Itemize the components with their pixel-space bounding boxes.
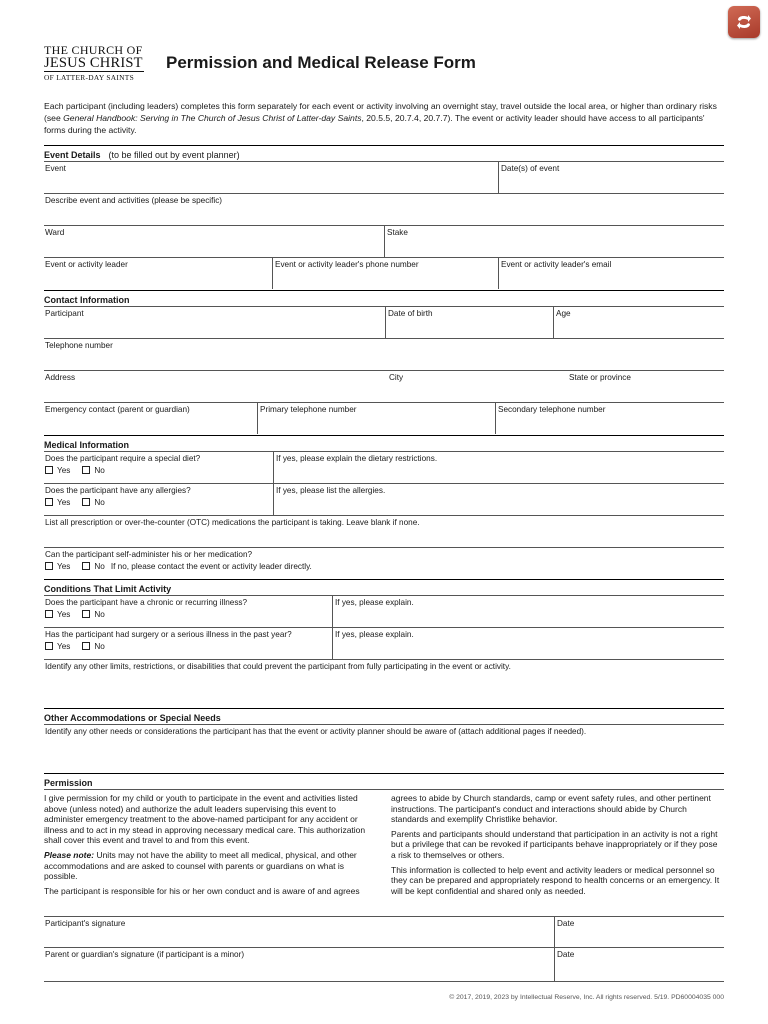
share-arrows-icon[interactable] bbox=[728, 6, 760, 38]
accommodations-section bbox=[44, 708, 724, 775]
participant-label: Participant bbox=[45, 309, 84, 318]
surgery-explain-field[interactable] bbox=[332, 628, 724, 659]
intro-text-a: Each participant (including leaders) completes this form separately for each event or activity involving an overnight stay, travel outside the local area, or higher than ordinary risks (see bbox=[44, 101, 717, 123]
no-label: No bbox=[94, 562, 105, 571]
describe-row bbox=[44, 193, 724, 225]
permission-paragraph-5: This information is collected to help event and activity leaders or medical personnel so they can be prepared and appropriately respond to health concerns or an emergency. It will be kept confidential and shared only as needed. bbox=[391, 864, 720, 896]
participant-signature-field[interactable] bbox=[44, 917, 554, 948]
participant-signature-label: Participant's signature bbox=[45, 919, 126, 928]
event-field[interactable] bbox=[44, 162, 498, 193]
city-label: City bbox=[389, 373, 404, 382]
diet-no-option[interactable] bbox=[82, 466, 104, 475]
leader-phone-label: Event or activity leader's phone number bbox=[275, 260, 419, 269]
telephone-label: Telephone number bbox=[45, 341, 113, 350]
self-admin-no-option[interactable] bbox=[82, 562, 104, 571]
permission-paragraph-2 bbox=[44, 850, 366, 882]
participant-date-label: Date bbox=[557, 919, 575, 928]
yes-label: Yes bbox=[57, 562, 71, 571]
event-details-heading bbox=[44, 146, 724, 161]
telephone-row bbox=[44, 338, 724, 370]
yes-label: Yes bbox=[57, 498, 71, 507]
self-admin-row bbox=[44, 547, 724, 579]
checkbox-icon[interactable] bbox=[45, 610, 53, 618]
checkbox-icon[interactable] bbox=[45, 642, 53, 650]
share-arrows-glyph bbox=[734, 12, 754, 32]
parent-date-label: Date bbox=[557, 950, 575, 959]
church-logo bbox=[44, 44, 148, 83]
surgery-row bbox=[44, 627, 724, 659]
surgery-question-label: Has the participant had surgery or a serious illness in the past year? bbox=[45, 630, 292, 639]
self-admin-note: If no, please contact the event or activity leader directly. bbox=[110, 562, 312, 571]
checkbox-icon[interactable] bbox=[45, 562, 53, 570]
stake-label: Stake bbox=[387, 228, 408, 237]
accommodations-heading: Other Accommodations or Special Needs bbox=[44, 713, 221, 723]
state-field[interactable] bbox=[568, 371, 724, 402]
age-field[interactable] bbox=[553, 307, 724, 338]
allergy-question-label: Does the participant have any allergies? bbox=[45, 486, 191, 495]
intro-text-b: , 20.5.5, 20.7.4, 20.7.7). The event or activity leader should have access to all participants' forms during the activity. bbox=[44, 113, 705, 135]
checkbox-icon[interactable] bbox=[45, 466, 53, 474]
allergy-row bbox=[44, 483, 724, 515]
permission-paragraph-4: Parents and participants should understand that participation in an activity is not a right but a privilege that can be revoked if participants behave inappropriately or if they pose a risk to themselves or others. bbox=[391, 828, 718, 860]
leader-row bbox=[44, 257, 724, 289]
telephone-field[interactable] bbox=[44, 339, 724, 370]
please-note-label: Please note: bbox=[44, 849, 95, 860]
parent-date-field[interactable] bbox=[554, 948, 724, 981]
no-label: No bbox=[94, 642, 105, 651]
logo-line-1: THE CHURCH OF bbox=[44, 43, 143, 57]
parent-signature-field[interactable] bbox=[44, 948, 554, 981]
describe-field[interactable] bbox=[44, 194, 724, 225]
self-admin-label: Can the participant self-administer his or her medication? bbox=[45, 550, 253, 559]
permission-paragraph-3: The participant is responsible for his or her own conduct and is aware of and agrees bbox=[44, 885, 360, 896]
handbook-title: General Handbook: Serving in The Church of Jesus Christ of Latter-day Saints bbox=[63, 113, 362, 123]
accommodations-field[interactable] bbox=[44, 725, 724, 775]
chronic-explain-label: If yes, please explain. bbox=[335, 598, 414, 607]
permission-paragraph-1: I give permission for my child or youth to participate in the event and activities listed above (unless noted) and authorize the adult leaders supervising this event to administer emergency treatment to the above-named participant for any accident or illness and to act in my stead in approving necessary medical care. This authorization shall cover this event and travel to and from this event. bbox=[44, 793, 366, 846]
chronic-explain-field[interactable] bbox=[332, 596, 724, 627]
event-label: Event bbox=[45, 164, 66, 173]
no-label: No bbox=[94, 466, 105, 475]
conditions-heading: Conditions That Limit Activity bbox=[44, 584, 172, 594]
checkbox-icon[interactable] bbox=[82, 466, 90, 474]
primary-phone-field[interactable] bbox=[257, 403, 495, 434]
permission-heading: Permission bbox=[44, 778, 93, 788]
allergy-yes-option[interactable] bbox=[45, 498, 70, 507]
other-limits-field[interactable] bbox=[44, 660, 724, 708]
checkbox-icon[interactable] bbox=[45, 498, 53, 506]
leader-phone-field[interactable] bbox=[272, 258, 498, 289]
leader-field[interactable] bbox=[44, 258, 272, 289]
diet-question bbox=[44, 452, 273, 483]
surgery-question bbox=[44, 628, 332, 659]
accommodations-row bbox=[44, 724, 724, 775]
permission-section bbox=[44, 773, 724, 790]
emergency-field[interactable] bbox=[44, 403, 257, 434]
intro-paragraph bbox=[44, 100, 724, 136]
dob-label: Date of birth bbox=[388, 309, 433, 318]
participant-signature-row bbox=[44, 916, 724, 948]
accommodations-label: Identify any other needs or considerations the participant has that the event or activity planner should be aware of (attach additional pages if needed). bbox=[45, 727, 587, 736]
surgery-no-option[interactable] bbox=[82, 642, 104, 651]
no-label: No bbox=[94, 498, 105, 507]
medical-heading: Medical Information bbox=[44, 440, 130, 450]
allergy-explain-label: If yes, please list the allergies. bbox=[276, 486, 386, 495]
checkbox-icon[interactable] bbox=[82, 562, 90, 570]
self-admin-question bbox=[44, 548, 724, 579]
parent-signature-label: Parent or guardian's signature (if participant is a minor) bbox=[45, 950, 245, 959]
emergency-row bbox=[44, 402, 724, 434]
no-label: No bbox=[94, 610, 105, 619]
yes-label: Yes bbox=[57, 610, 71, 619]
participant-field[interactable] bbox=[44, 307, 385, 338]
chronic-no-option[interactable] bbox=[82, 610, 104, 619]
other-limits-label: Identify any other limits, restrictions, or disabilities that could prevent the participant from fully participating in the event or activity. bbox=[45, 662, 511, 671]
allergy-question bbox=[44, 484, 273, 515]
participant-date-field[interactable] bbox=[554, 917, 724, 948]
ward-row bbox=[44, 225, 724, 257]
secondary-phone-label: Secondary telephone number bbox=[498, 405, 606, 414]
form-title: Permission and Medical Release Form bbox=[166, 53, 476, 72]
contact-heading: Contact Information bbox=[44, 295, 130, 305]
checkbox-icon[interactable] bbox=[82, 498, 90, 506]
emergency-label: Emergency contact (parent or guardian) bbox=[45, 405, 190, 414]
allergy-explain-field[interactable] bbox=[273, 484, 724, 515]
leader-label: Event or activity leader bbox=[45, 260, 128, 269]
medications-label: List all prescription or over-the-counter (OTC) medications the participant is taking. Leave blank if none. bbox=[45, 518, 420, 527]
medications-field[interactable] bbox=[44, 516, 724, 547]
parent-signature-row bbox=[44, 947, 724, 982]
participant-row bbox=[44, 306, 724, 338]
diet-yes-option[interactable] bbox=[45, 466, 70, 475]
permission-column-2 bbox=[391, 793, 724, 900]
leader-email-field[interactable] bbox=[498, 258, 724, 289]
address-field[interactable] bbox=[44, 371, 388, 402]
age-label: Age bbox=[556, 309, 571, 318]
surgery-yes-option[interactable] bbox=[45, 642, 70, 651]
stake-field[interactable] bbox=[384, 226, 724, 257]
copyright-footer: © 2017, 2019, 2023 by Intellectual Reserve, Inc. All rights reserved. 5/19. PD60004035 000 bbox=[449, 994, 724, 1001]
logo-line-3: OF LATTER-DAY SAINTS bbox=[44, 73, 135, 82]
event-dates-label: Date(s) of event bbox=[501, 164, 560, 173]
conduct-continued: agrees to abide by Church standards, camp or event safety rules, and other pertinent instructions. The participant's conduct and interactions should abide by Church standards and exemplify Christlike behavior. bbox=[391, 793, 711, 825]
ward-label: Ward bbox=[45, 228, 65, 237]
state-label: State or province bbox=[569, 373, 631, 382]
event-row bbox=[44, 161, 724, 193]
primary-phone-label: Primary telephone number bbox=[260, 405, 357, 414]
contact-section bbox=[44, 290, 724, 434]
secondary-phone-field[interactable] bbox=[495, 403, 724, 434]
dob-field[interactable] bbox=[385, 307, 553, 338]
describe-label: Describe event and activities (please be specific) bbox=[45, 196, 223, 205]
logo-line-2: JESUS CHRIST bbox=[44, 55, 143, 71]
surgery-explain-label: If yes, please explain. bbox=[335, 630, 414, 639]
diet-explain-label: If yes, please explain the dietary restrictions. bbox=[276, 454, 438, 463]
self-admin-yes-option[interactable] bbox=[45, 562, 70, 571]
chronic-yes-option[interactable] bbox=[45, 610, 70, 619]
chronic-row bbox=[44, 595, 724, 627]
event-details-section bbox=[44, 145, 724, 289]
address-row bbox=[44, 370, 724, 402]
please-note-text: Units may not have the ability to meet all medical, physical, and other accommodations and are asked to counsel with parents or guardians on what is possible. bbox=[44, 849, 357, 882]
diet-question-label: Does the participant require a special diet? bbox=[45, 454, 201, 463]
leader-email-label: Event or activity leader's email bbox=[501, 260, 612, 269]
diet-row bbox=[44, 451, 724, 483]
city-field[interactable] bbox=[388, 371, 568, 402]
diet-explain-field[interactable] bbox=[273, 452, 724, 483]
event-dates-field[interactable] bbox=[498, 162, 724, 193]
medications-row bbox=[44, 515, 724, 547]
yes-label: Yes bbox=[57, 642, 71, 651]
checkbox-icon[interactable] bbox=[82, 642, 90, 650]
ward-field[interactable] bbox=[44, 226, 384, 257]
conditions-section bbox=[44, 579, 724, 708]
chronic-question bbox=[44, 596, 332, 627]
yes-label: Yes bbox=[57, 466, 71, 475]
chronic-question-label: Does the participant have a chronic or recurring illness? bbox=[45, 598, 248, 607]
allergy-no-option[interactable] bbox=[82, 498, 104, 507]
event-details-title: Event Details bbox=[44, 150, 101, 160]
checkbox-icon[interactable] bbox=[82, 610, 90, 618]
address-label: Address bbox=[45, 373, 76, 382]
event-details-note: (to be filled out by event planner) bbox=[108, 150, 240, 160]
permission-column-1 bbox=[44, 793, 366, 901]
medical-section bbox=[44, 435, 724, 579]
other-limits-row bbox=[44, 659, 724, 708]
